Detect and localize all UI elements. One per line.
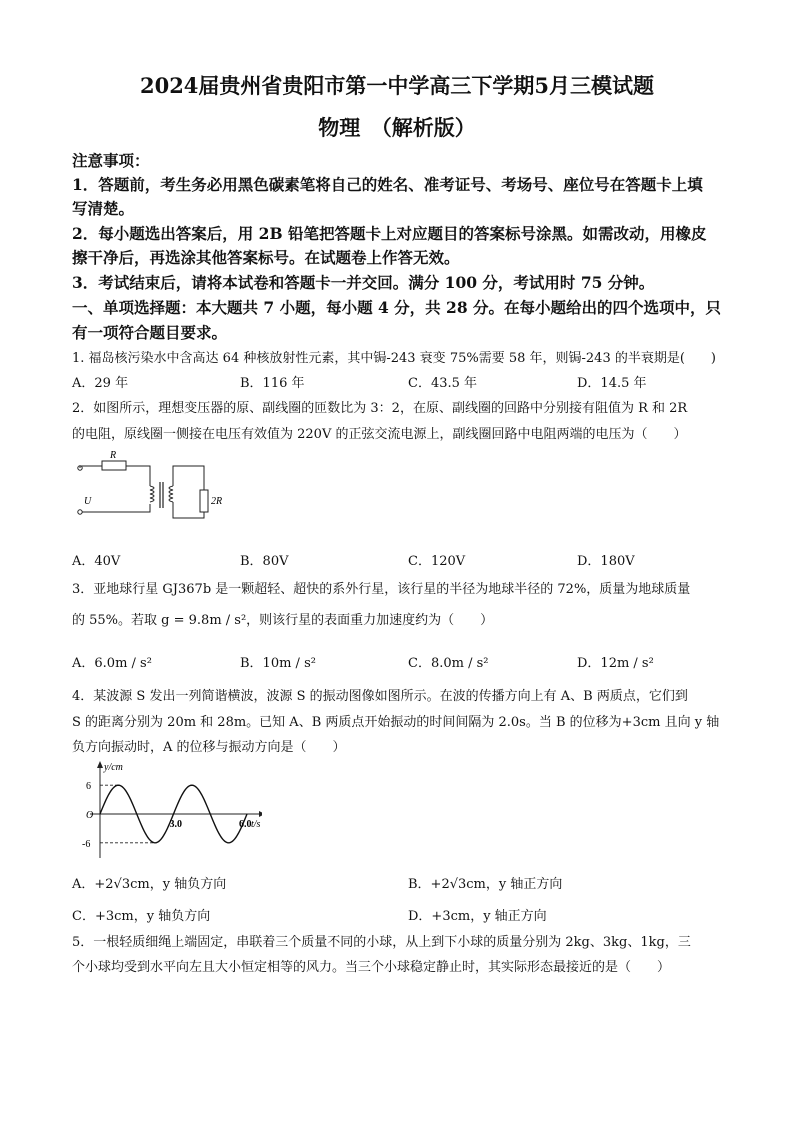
q2-option-a: A．40V xyxy=(72,554,121,569)
q3-stem-cont: 的 55%。若取 g = 9.8m / s²，则该行星的表面重力加速度约为（ ） xyxy=(72,613,494,628)
q3-stem: 3．亚地球行星 GJ367b 是一颗超轻、超快的系外行星，该行星的半径为地球半径的 72%，质量为地球质量 xyxy=(72,582,691,597)
vibration-graph xyxy=(72,758,262,858)
label-2r: 2R xyxy=(211,496,223,507)
q3-option-c: C．8.0m / s² xyxy=(408,656,489,671)
q1-option-b: B．116 年 xyxy=(240,376,305,391)
y-tick-neg6: -6 xyxy=(82,838,91,850)
q3-option-d: D．12m / s² xyxy=(577,656,654,671)
q4-option-b: B．+2√3cm，y 轴正方向 xyxy=(408,877,563,892)
q1-option-d: D．14.5 年 xyxy=(577,376,647,391)
notice-item-3: 3．考试结束后，请将本试卷和答题卡一并交回。满分 100 分，考试用时 75 分钟。 xyxy=(72,273,655,292)
origin-label: O xyxy=(86,810,94,821)
notice-heading: 注意事项： xyxy=(72,151,150,170)
q2-option-b: B．80V xyxy=(240,554,289,569)
notice-item-1-cont: 写清楚。 xyxy=(72,199,135,218)
q1-option-a: A．29 年 xyxy=(72,376,129,391)
y-axis-label: y/cm xyxy=(104,762,123,773)
x-tick-3: 3.0 xyxy=(169,819,182,830)
q4-stem-cont-2: 负方向振动时，A 的位移与振动方向是（ ） xyxy=(72,740,346,755)
q4-stem-cont: S 的距离分别为 20m 和 28m。已知 A、B 两质点开始振动的时间间隔为 2.0s。当 B 的位移为+3cm 且向 y 轴 xyxy=(72,715,720,730)
q5-stem: 5．一根轻质细绳上端固定，串联着三个质量不同的小球，从上到下小球的质量分别为 2kg、3kg、1kg，三 xyxy=(72,935,691,950)
section-heading-cont: 有一项符合题目要求。 xyxy=(72,323,228,342)
y-tick-6: 6 xyxy=(86,781,91,793)
q1-stem: 1. 福岛核污染水中含高达 64 种核放射性元素，其中锔-243 衰变 75%需要 58 年，则锔-243 的半衰期是( ) xyxy=(72,351,716,366)
document-title: 2024届贵州省贵阳市第一中学高三下学期5月三模试题 xyxy=(139,73,655,98)
q4-option-c: C．+3cm，y 轴负方向 xyxy=(72,909,211,924)
q3-option-a: A．6.0m / s² xyxy=(72,656,152,671)
q4-option-d: D．+3cm，y 轴正方向 xyxy=(408,909,547,924)
x-axis-label: t/s xyxy=(251,819,261,830)
q3-option-b: B．10m / s² xyxy=(240,656,316,671)
notice-item-2-cont: 擦干净后，再选涂其他答案标号。在试题卷上作答无效。 xyxy=(72,248,460,267)
q5-stem-cont: 个小球均受到水平向左且大小恒定相等的风力。当三个小球稳定静止时，其实际形态最接近的是（ ） xyxy=(72,960,671,975)
x-axis-arrow xyxy=(259,811,262,817)
q2-stem-cont: 的电阻，原线圈一侧接在电压有效值为 220V 的正弦交流电源上，副线圈回路中电阻两端的电压为（ ） xyxy=(72,427,687,442)
q1-option-c: C．43.5 年 xyxy=(408,376,478,391)
x-tick-6: 6.0 xyxy=(239,819,252,830)
label-r: R xyxy=(110,450,117,461)
label-u: U xyxy=(84,496,92,507)
section-heading: 一、单项选择题：本大题共 7 小题，每小题 4 分，共 28 分。在每小题给出的四个选项中，只 xyxy=(72,298,722,317)
q4-option-a: A．+2√3cm，y 轴负方向 xyxy=(72,877,227,892)
document-subtitle: 物理 （解析版） xyxy=(318,115,476,140)
q2-option-c: C．120V xyxy=(408,554,466,569)
q2-option-d: D．180V xyxy=(577,554,635,569)
q2-stem: 2．如图所示，理想变压器的原、副线圈的匝数比为 3：2，在原、副线圈的回路中分别接有阻值为 R 和 2R xyxy=(72,401,688,416)
notice-item-2: 2．每小题选出答案后，用 2B 铅笔把答题卡上对应题目的答案标号涂黑。如需改动，用橡皮 xyxy=(72,224,707,243)
y-axis-arrow xyxy=(97,761,103,768)
notice-item-1: 1．答题前，考生务必用黑色碳素笔将自己的姓名、准考证号、考场号、座位号在答题卡上填 xyxy=(72,175,703,194)
transformer-circuit-diagram xyxy=(70,446,230,544)
q4-stem: 4．某波源 S 发出一列简谐横波，波源 S 的振动图像如图所示。在波的传播方向上有 A、B 两质点，它们到 xyxy=(72,689,688,704)
